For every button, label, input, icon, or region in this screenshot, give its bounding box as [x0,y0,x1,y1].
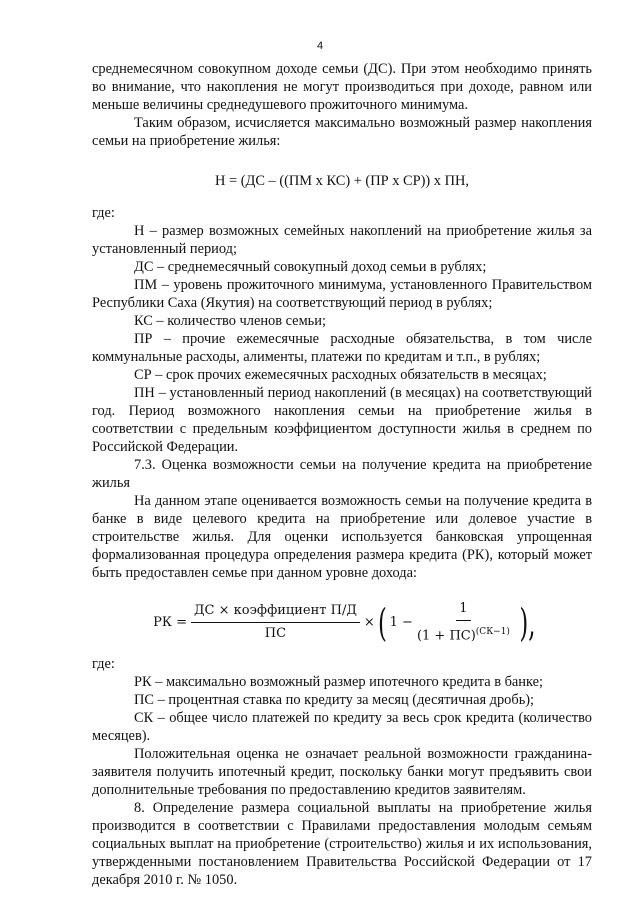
credit-formula-inner-base: (1 + ПС) [416,628,476,644]
credit-formula [102,600,592,645]
definition-pr: ПР – прочие ежемесячные расходные обязательства, в том числе коммунальные расходы, алименты, платежи по кредитам и т.п., в рублях; [92,331,592,365]
definition-n: Н – размер возможных семейных накоплений на приобретение жилья за установленный период; [92,223,592,257]
definition-sk: СК – общее число платежей по кредиту за весь срок кредита (количество месяцев). [92,710,592,745]
paragraph-section-8: 8. Определение размера социальной выплаты на приобретение жилья производится в соответствии с Правилами предоставления молодым семьям социальных выплат на приобретение (строительство) жилья и их использования, утвержденными постановлением Правительства Российской Федерации от 17 декабря 2010 г. № 1050. [92,800,592,889]
document-body [92,60,592,889]
definition-ks: КС – количество членов семьи; [134,313,326,329]
credit-formula-times: × [363,614,375,630]
definition-rk: РК – максимально возможный размер ипотечного кредита в банке; [134,674,544,691]
credit-formula-denominator: ПС [264,626,287,642]
credit-formula-inner-numerator: 1 [456,600,470,621]
definition-ds: ДС – среднемесячный совокупный доход семьи в рублях; [134,259,487,275]
credit-formula-one-minus: 1 − [389,614,413,630]
definition-sr: СР – срок прочих ежемесячных расходных обязательств в месяцах; [134,367,547,383]
credit-formula-inner-fraction [417,600,510,645]
definition-pn: ПН – установленный период накоплений (в месяцах) на соответствующий год. Период возможного накопления семьи на приобретение жилья в соответствии с предельным коэффициентом доступности жилья в среднем по Российской Федерации. [92,385,592,455]
credit-formula-fraction [191,602,360,643]
page-number: 4 [316,40,324,52]
credit-formula-left-paren: ( [377,600,387,645]
paragraph-positive-assessment: Положительная оценка не означает реальной возможности гражданина-заявителя получить ипотечный кредит, поскольку банки могут предъявить свои дополнительные требования по предоставлению кредитов заявителям. [92,746,592,799]
savings-formula: Н = (ДС – ((ПМ х КС) + (ПР х СР)) х ПН, [215,173,469,189]
paragraph-savings-intro: Таким образом, исчисляется максимально возможный размер накопления семьи на приобретение жилья: [92,115,592,149]
section-7-3-heading: 7.3. Оценка возможности семьи на получение кредита на приобретение жилья [92,457,592,491]
credit-formula-exponent: (СК−1) [475,627,510,637]
credit-formula-inner-denominator [417,621,510,645]
paragraph-income-note: среднемесячном совокупном доходе семьи (ДС). При этом необходимо принять во внимание, что накопления не могут производиться при доходе, равном или меньше величины среднедушевого прожиточного минимума. [92,61,592,113]
where-label-2: где: [92,656,115,673]
paragraph-credit-assessment: На данном этапе оценивается возможность семьи на получение кредита в банке в виде целевого кредита на приобретение или долевое участие в строительстве жилья. Для оценки используется банковская упрощенная формализованная процедура определения размера кредита (РК), который может быть предоставлен семье при данном уровне дохода: [92,493,592,581]
where-label-1: где: [92,205,115,221]
credit-formula-lhs: РК = [153,614,187,630]
definition-pm: ПМ – уровень прожиточного минимума, установленного Правительством Республики Саха (Якутия) на соответствующий период в рублях; [92,277,592,311]
credit-formula-numerator: ДС × коэффициент П/Д [191,602,360,623]
definition-ps: ПС – процентная ставка по кредиту за месяц (десятичная дробь); [134,692,535,709]
credit-formula-right-paren: ), [519,600,536,645]
